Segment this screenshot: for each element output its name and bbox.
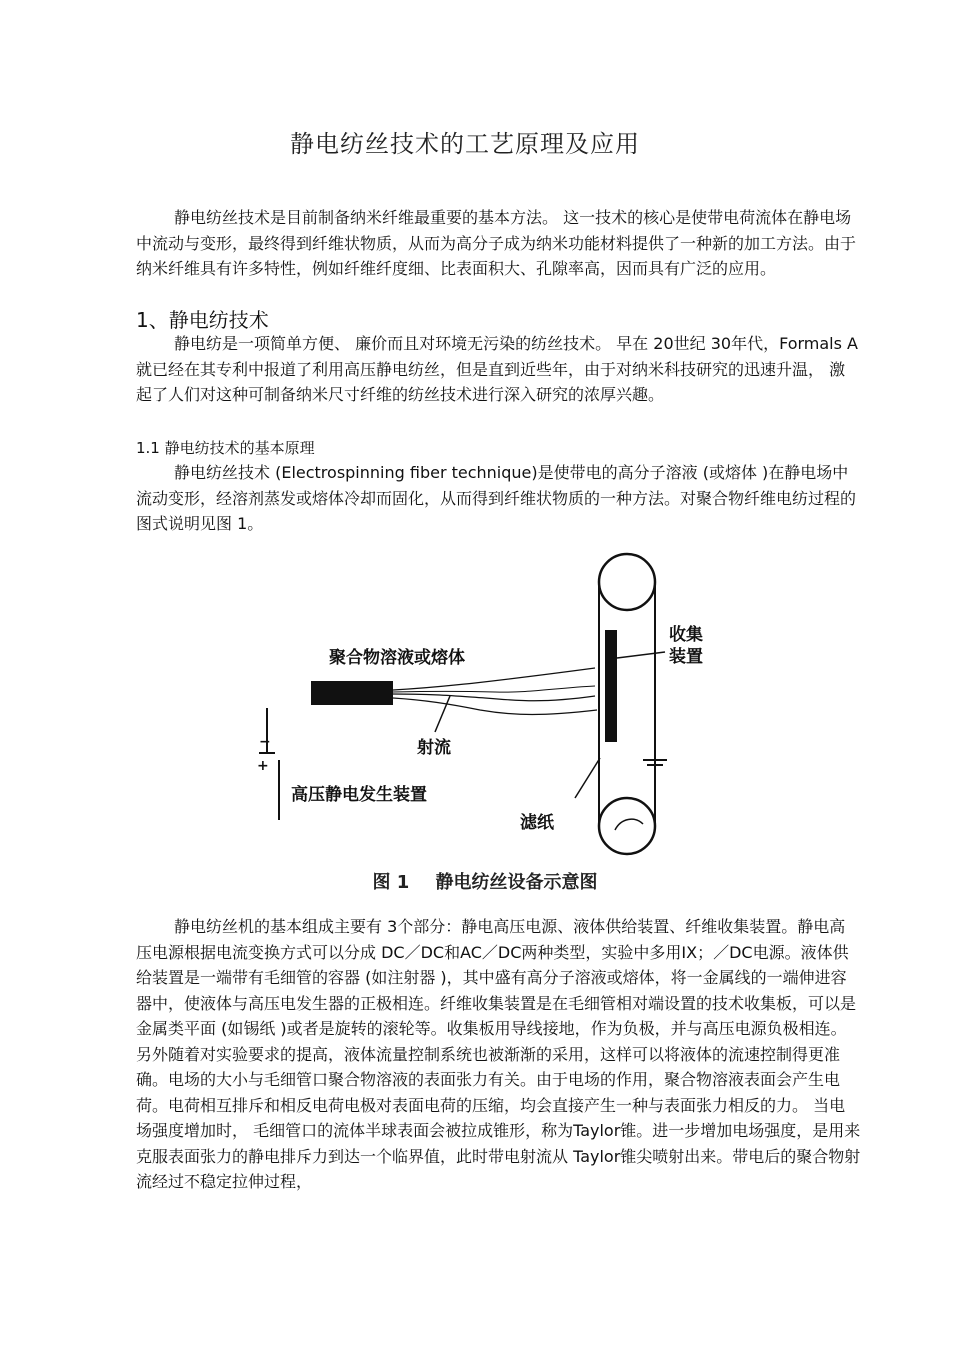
jet-line <box>393 668 595 690</box>
figure-caption <box>0 868 970 894</box>
subsection-1-1-heading: 1.1 静电纺技术的基本原理 <box>136 439 315 457</box>
intro-paragraph: 静电纺丝技术是目前制备纳米纤维最重要的基本方法。 这一技术的核心是使带电荷流体在静电场中流动与变形，最终得到纤维状物质，从而为高分子成为纳米功能材料提供了一种新的加工方法。由于纳米纤维具有许多特性，例如纤维纤度细、比表面积大、孔隙率高，因而具有广泛的应用。 <box>136 208 857 278</box>
section-1-paragraph: 静电纺是一项简单方便、 廉价而且对环境无污染的纺丝技术。 早在 20世纪 30年代，Formals A 就已经在其专利中报道了利用高压静电纺丝，但是直到近些年，由于对纳米科技研究的迅速升温， 激起了人们对这种可制备纳米尺寸纤维的纺丝技术进行深入研究的浓厚兴趣。 <box>136 334 858 404</box>
label-plus: + <box>257 758 269 774</box>
diagram-svg <box>245 548 703 858</box>
label-hv-generator: 高压静电发生装置 <box>291 785 427 805</box>
syringe-block <box>311 681 393 705</box>
caption-number: 图 1 <box>372 872 410 893</box>
filter-pointer <box>575 758 600 798</box>
section-1-heading: 1、静电纺技术 <box>136 308 269 332</box>
label-minus: − <box>259 734 271 750</box>
jet-line <box>393 698 597 715</box>
subsection-1-1-paragraph: 静电纺丝技术 (Electrospinning fiber technique)是使带电的高分子溶液 (或熔体 )在静电场中流动变形，经溶剂蒸发或熔体冷却而固化，从而得到纤维状物质的一种方法。对聚合物纤维电纺过程的图式说明见图 1。 <box>136 463 857 533</box>
jet-line <box>393 694 595 701</box>
document-title: 静电纺丝技术的工艺原理及应用 <box>290 130 640 158</box>
label-collector-1: 收集 <box>669 625 703 645</box>
top-roller <box>599 554 655 610</box>
label-jet: 射流 <box>417 738 451 758</box>
label-collector-2: 装置 <box>669 647 703 667</box>
collector-plate <box>605 630 617 742</box>
caption-text: 静电纺丝设备示意图 <box>435 872 598 893</box>
collector-pointer <box>617 652 665 658</box>
rotation-arrow-icon <box>615 819 643 830</box>
jet-pointer <box>435 696 450 732</box>
electrospinning-diagram <box>245 548 703 858</box>
bottom-roller <box>599 798 655 854</box>
label-polymer: 聚合物溶液或熔体 <box>329 648 465 668</box>
body-paragraph: 静电纺丝机的基本组成主要有 3个部分：静电高压电源、液体供给装置、纤维收集装置。静电高压电源根据电流变换方式可以分成 DC／DC和AC／DC两种类型，实验中多用IX；／DC电源。液体供给装置是一端带有毛细管的容器 (如注射器 )，其中盛有高分子溶液或熔体，将一金属线的一端伸进容器中，使液体与高压电发生器的正极相连。纤维收集装置是在毛细管相对端设置的技术收集板，可以是金属类平面 (如锡纸 )或者是旋转的滚轮等。收集板用导线接地，作为负极，并与高压电源负极相连。另外随着对实验要求的提高，液体流量控制系统也被渐渐的采用，这样可以将液体的流速控制得更准确。电场的大小与毛细管口聚合物溶液的表面张力有关。由于电场的作用，聚合物溶液表面会产生电荷。电荷相互排斥和相反电荷电极对表面电荷的压缩，均会直接产生一种与表面张力相反的力。 当电场强度增加时， 毛细管口的流体半球表面会被拉成锥形，称为Taylor锥。进一步增加电场强度，是用来克服表面张力的静电排斥力到达一个临界值，此时带电射流从 Taylor锥尖喷射出来。带电后的聚合物射流经过不稳定拉伸过程， <box>136 917 861 1191</box>
jet-line <box>393 686 595 692</box>
label-filter-paper: 滤纸 <box>520 813 554 833</box>
